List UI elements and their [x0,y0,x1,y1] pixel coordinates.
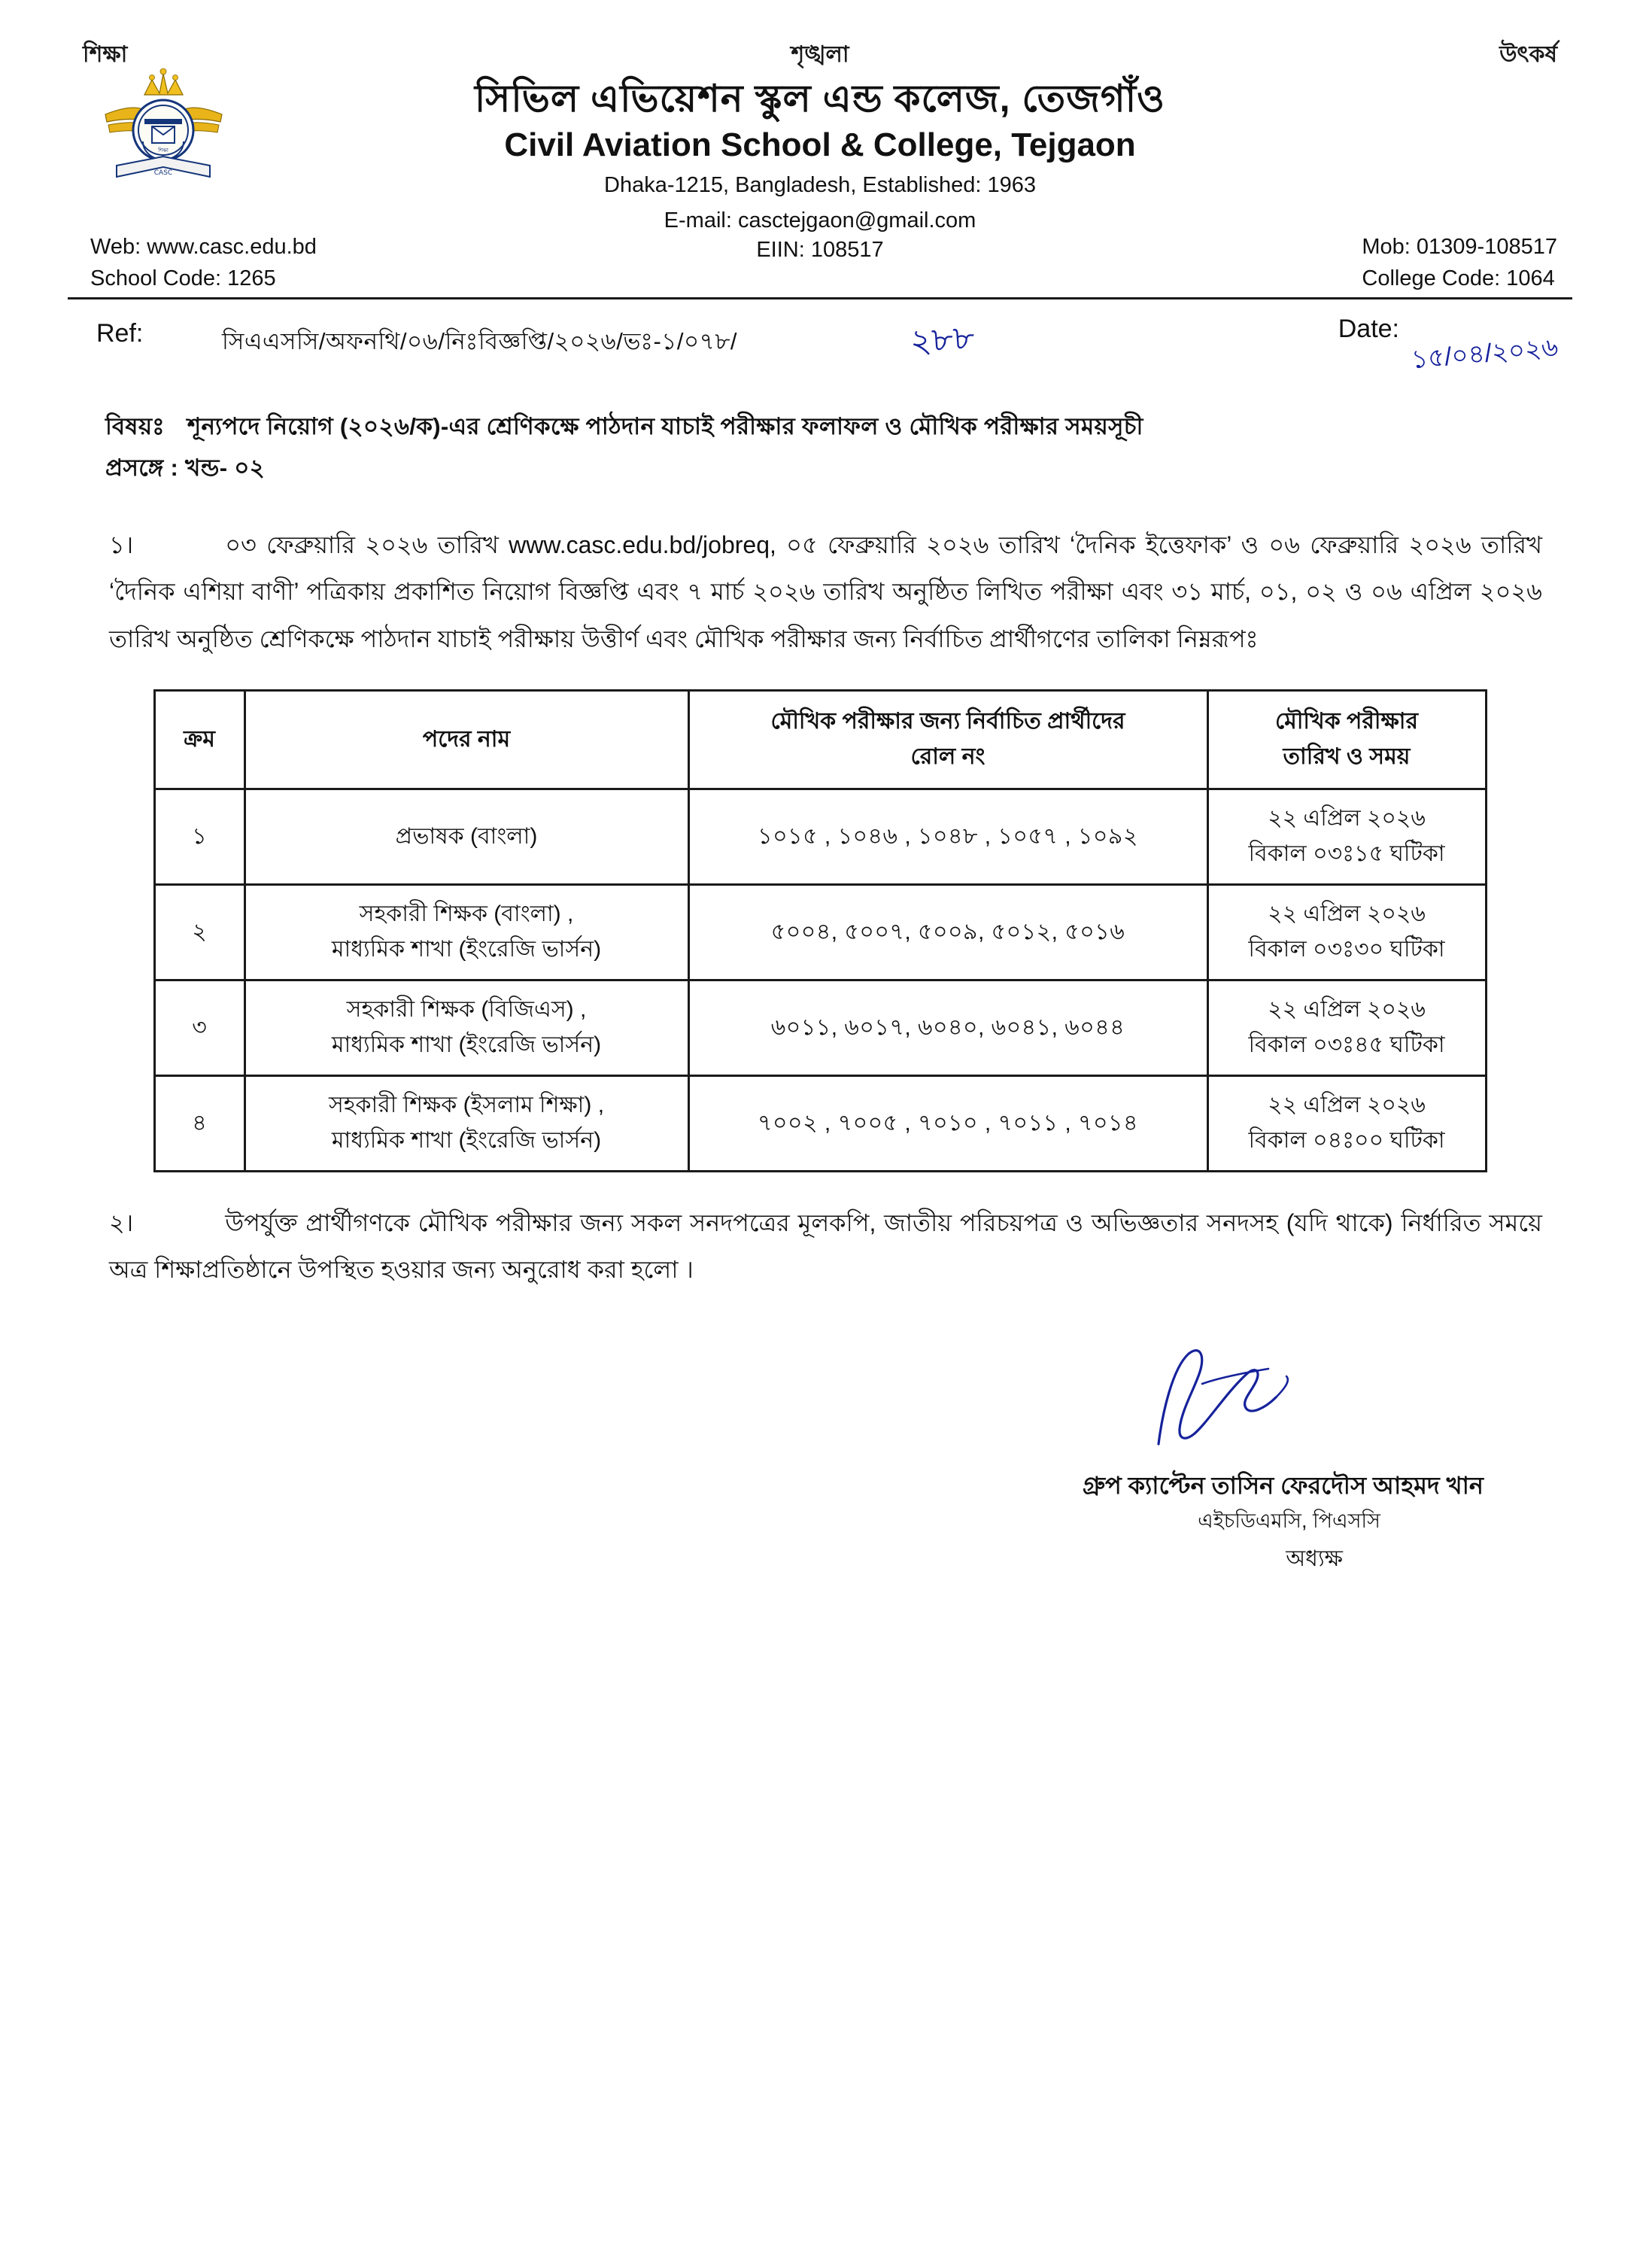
paragraph-2-text: উপর্যুক্ত প্রার্থীগণকে মৌখিক পরীক্ষার জন্য সকল সনদপত্রের মূলকপি, জাতীয় পরিচয়পত্র ও অভিজ্ঞতার সনদসহ (যদি থাকে) নির্ধারিত সময়ে অত্র শিক্ষাপ্রতিষ্ঠানে উপস্থিত হওয়ার জন্য অনুরোধ করা হলো । [109,1208,1542,1284]
motto-left: শিক্ষা [83,42,128,67]
row-datetime [1207,789,1486,884]
row-time: বিকাল ০৪ঃ০০ ঘটিকা [1248,1127,1445,1153]
school-eiin: EIIN: 108517 [756,237,884,262]
row-rolls: ৫০০৪, ৫০০৭, ৫০০৯, ৫০১২, ৫০১৬ [688,884,1207,980]
paragraph-2 [109,1199,1542,1294]
row-post-line-1: সহকারী শিক্ষক (ইসলাম শিক্ষা) , [328,1093,605,1118]
row-date: ২২ এপ্রিল ২০২৬ [1268,1093,1426,1118]
svg-text:CASC: CASC [153,169,173,177]
row-post [244,980,688,1075]
row-post [244,884,688,980]
row-rolls: ৬০১১, ৬০১৭, ৬০৪০, ৬০৪১, ৬০৪৪ [688,980,1207,1075]
row-post [244,789,688,884]
subject-line-1: শূন্যপদে নিয়োগ (২০২৬/ক)-এর শ্রেণিকক্ষে পাঠদান যাচাই পরীক্ষার ফলাফল ও মৌখিক পরীক্ষার সময়সূচী [187,413,1143,440]
row-rolls: ১০১৫ , ১০৪৬ , ১০৪৮ , ১০৫৭ , ১০৯২ [688,789,1207,884]
row-time: বিকাল ০৩ঃ৩০ ঘটিকা [1248,936,1445,962]
row-time: বিকাল ০৩ঃ৪৫ ঘটিকা [1248,1032,1445,1057]
signature-block [68,1339,1572,1587]
row-datetime [1207,884,1486,980]
header-rolls-line-2: রোল নং [910,743,986,769]
header-datetime-line-1: মৌখিক পরীক্ষার [1275,709,1418,734]
row-serial: ২ [154,884,244,980]
motto-center: শৃঙ্খলা [791,42,849,67]
signatory-name: গ্রুপ ক্যাপ্টেন তাসিন ফেরদৌস আহমদ খান [1082,1471,1484,1499]
table-row [154,789,1486,884]
row-post-line-2: মাধ্যমিক শাখা (ইংরেজি ভার্সন) [331,1032,602,1057]
paragraph-1-text: ০৩ ফেব্রুয়ারি ২০২৬ তারিখ www.casc.edu.bd/jobreq, ০৫ ফেব্রুয়ারি ২০২৬ তারিখ ‘দৈনিক ইত্তেফাক’ ও ০৬ ফেব্রুয়ারি ২০২৬ তারিখ ‘দৈনিক এশিয়া বাণী’ পত্রিকায় প্রকাশিত নিয়োগ বিজ্ঞপ্তি এবং ৭ মার্চ ২০২৬ তারিখ অনুষ্ঠিত লিখিত পরীক্ষা এবং ৩১ মার্চ, ০১, ০২ ও ০৬ এপ্রিল ২০২৬ তারিখ অনুষ্ঠিত শ্রেণিকক্ষে পাঠদান যাচাই পরীক্ষায় উত্তীর্ণ এবং মৌখিক পরীক্ষার জন্য নির্বাচিত প্রার্থীগণের তালিকা নিম্নরূপঃ [109,531,1542,652]
contact-left [90,231,317,294]
letterhead [68,65,1572,290]
header-post: পদের নাম [244,690,688,789]
header-divider [68,297,1572,299]
row-serial: ৩ [154,980,244,1075]
ref-date-row [68,310,1572,379]
school-name-en: Civil Aviation School & College, Tejgaon [504,126,1136,163]
row-serial: ১ [154,789,244,884]
row-post-line-1: সহকারী শিক্ষক (বিজিএস) , [346,997,587,1023]
table-row [154,980,1486,1075]
row-post-line-2: মাধ্যমিক শাখা (ইংরেজি ভার্সন) [331,936,602,962]
table-row [154,1075,1486,1171]
header-rolls [688,690,1207,789]
row-date: ২২ এপ্রিল ২০২৬ [1268,806,1426,831]
contact-right [1362,231,1557,294]
school-name-bn: সিভিল এভিয়েশন স্কুল এন্ড কলেজ, তেজগাঁও [475,78,1165,120]
signatory-designation: অধ্যক্ষ [1286,1546,1343,1571]
school-web: Web: www.casc.edu.bd [90,235,317,260]
table-header-row [154,690,1486,789]
school-email: E-mail: casctejgaon@gmail.com [664,208,976,233]
header-rolls-line-1: মৌখিক পরীক্ষার জন্য নির্বাচিত প্রার্থীদের [770,709,1125,734]
subject-line-2: প্রসঙ্গে : খন্ড- ০২ [105,454,266,481]
header-serial: ক্রম [154,690,244,789]
row-date: ২২ এপ্রিল ২০২৬ [1268,997,1426,1023]
row-rolls: ৭০০২ , ৭০০৫ , ৭০১০ , ৭০১১ , ৭০১৪ [688,1075,1207,1171]
ref-label: Ref: [96,319,144,348]
college-code: College Code: 1064 [1362,266,1555,291]
row-serial: ৪ [154,1075,244,1171]
subject-label: বিষয়ঃ [105,413,165,440]
svg-text:শিক্ষা: শিক্ষা [158,147,169,154]
date-label: Date: [1338,315,1399,344]
school-mobile: Mob: 01309-108517 [1362,235,1557,260]
row-datetime [1207,1075,1486,1171]
paragraph-1 [109,521,1542,662]
row-datetime [1207,980,1486,1075]
paragraph-1-number: ১। [109,531,134,558]
school-code: School Code: 1265 [90,266,276,291]
ref-number: সিএএসসি/অফনথি/০৬/নিঃবিজ্ঞপ্তি/২০২৬/ভঃ-১/০৭৮/ [222,328,738,355]
signatory-qualification: এইচডিএমসি, পিএসসি [1198,1509,1380,1532]
row-post-line-1: সহকারী শিক্ষক (বাংলা) , [359,901,574,927]
header-datetime-line-2: তারিখ ও সময় [1283,743,1411,769]
contact-row [68,231,1572,290]
motto-right: উৎকর্ষ [1499,42,1557,67]
row-time: বিকাল ০৩ঃ১৫ ঘটিকা [1248,841,1445,866]
school-address: Dhaka-1215, Bangladesh, Established: 1963 [604,173,1036,198]
signature-icon [1136,1339,1332,1452]
header-datetime [1207,690,1486,789]
paragraph-2-number: ২। [109,1208,134,1236]
ref-handwritten-number: ২৮৮ [909,318,976,362]
school-logo-icon [98,60,229,199]
table-row [154,884,1486,980]
row-date: ২২ এপ্রিল ২০২৬ [1268,901,1426,927]
date-value: ১৫/০৪/২০২৬ [1410,333,1560,375]
subject-block [105,406,1572,488]
results-table [153,689,1487,1172]
motto-row [68,30,1572,65]
row-post [244,1075,688,1171]
row-post-line-1: প্রভাষক (বাংলা) [395,823,538,849]
row-post-line-2: মাধ্যমিক শাখা (ইংরেজি ভার্সন) [331,1127,602,1153]
